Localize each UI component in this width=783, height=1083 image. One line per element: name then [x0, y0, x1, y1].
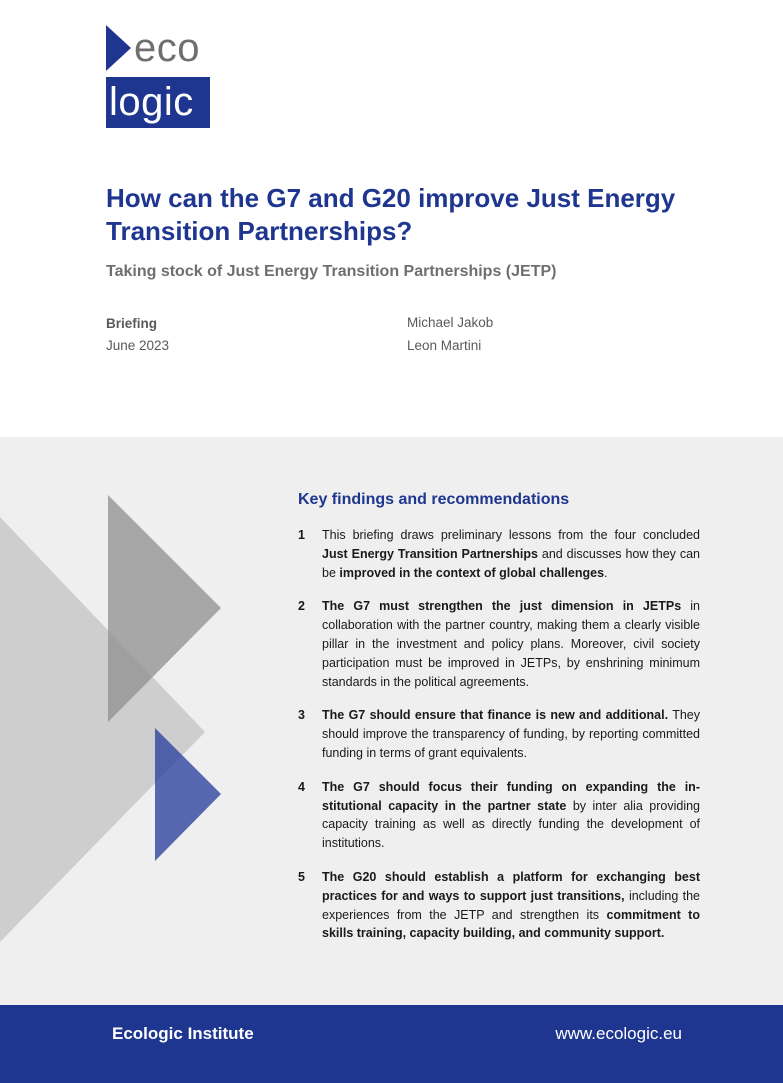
page-title: How can the G7 and G20 improve Just Energy Transition Partnerships?: [106, 183, 676, 246]
finding-text-bold: The G7 must strengthen the just dimension in JETPs: [322, 599, 682, 614]
document-date: June 2023: [106, 338, 170, 353]
finding-number: 4: [298, 779, 305, 794]
finding-item: [298, 868, 700, 943]
finding-text: [322, 597, 700, 691]
findings-list: [298, 526, 700, 943]
page-subtitle: Taking stock of Just Energy Transition Partnerships (JETP): [106, 263, 557, 280]
logo-logic-text: logic: [109, 80, 194, 124]
footer-bar: [0, 1005, 783, 1083]
document-type: Briefing: [106, 316, 158, 331]
finding-text-bold: The G20 should establish a platform for exchanging best practices for and ways to support just transitions,: [322, 869, 700, 903]
finding-number: 5: [298, 869, 305, 884]
finding-text-bold: improved in the context of global challenges: [339, 565, 605, 580]
finding-text: [322, 778, 700, 853]
finding-text: [322, 706, 700, 762]
finding-number: 3: [298, 708, 305, 723]
logo-triangle-icon: [106, 25, 131, 71]
finding-text-regular: and discusses how they can be: [322, 546, 700, 580]
author-name: Michael Jakob: [407, 315, 494, 330]
finding-text-bold: The G7 should ensure that finance is new and additional.: [322, 708, 669, 723]
finding-text-regular: in collaboration with the partner country, making them a clearly visible pillar in the investment and policy plans. Moreover, civil society participation must be improved in JETPs, by enshrining minimum standards in the political agreements.: [322, 599, 701, 689]
finding-text: [322, 526, 700, 582]
dark-grey-triangle-icon: [108, 495, 221, 722]
finding-text-regular: .: [604, 565, 608, 580]
key-findings-heading: Key findings and recommendations: [298, 491, 570, 508]
finding-item: [298, 597, 700, 691]
finding-number: 2: [298, 599, 305, 614]
finding-text-regular: by inter alia providing capacity training as well as directly funding the development of institutions.: [322, 798, 700, 851]
logo-eco-text: eco: [134, 26, 200, 70]
footer-organization: Ecologic Institute: [112, 1024, 254, 1043]
finding-text: [322, 868, 700, 943]
finding-item: [298, 706, 700, 762]
finding-item: [298, 526, 700, 582]
finding-text-regular: They should improve the transparency of funding, by reporting committed funding in terms of grant equivalents.: [322, 708, 700, 760]
footer-website-link[interactable]: www.ecologic.eu: [555, 1024, 682, 1043]
finding-text-bold: Just Energy Transition Partnerships: [322, 546, 538, 561]
finding-text-bold: commitment to skills training, capacity building, and community support.: [322, 907, 700, 941]
findings-section: [0, 437, 783, 1005]
finding-text-bold: The G7 should focus their funding on expanding the institutional capacity in the partner state: [322, 779, 700, 813]
finding-text-regular: including the experiences from the JETP and strengthen its: [322, 888, 700, 922]
author-name: Leon Martini: [407, 338, 482, 353]
finding-number: 1: [298, 528, 305, 542]
ecologic-logo: [106, 25, 210, 128]
finding-text-regular: This briefing draws preliminary lessons from the four concluded: [322, 528, 700, 542]
finding-item: [298, 778, 700, 853]
key-findings: [298, 490, 700, 958]
